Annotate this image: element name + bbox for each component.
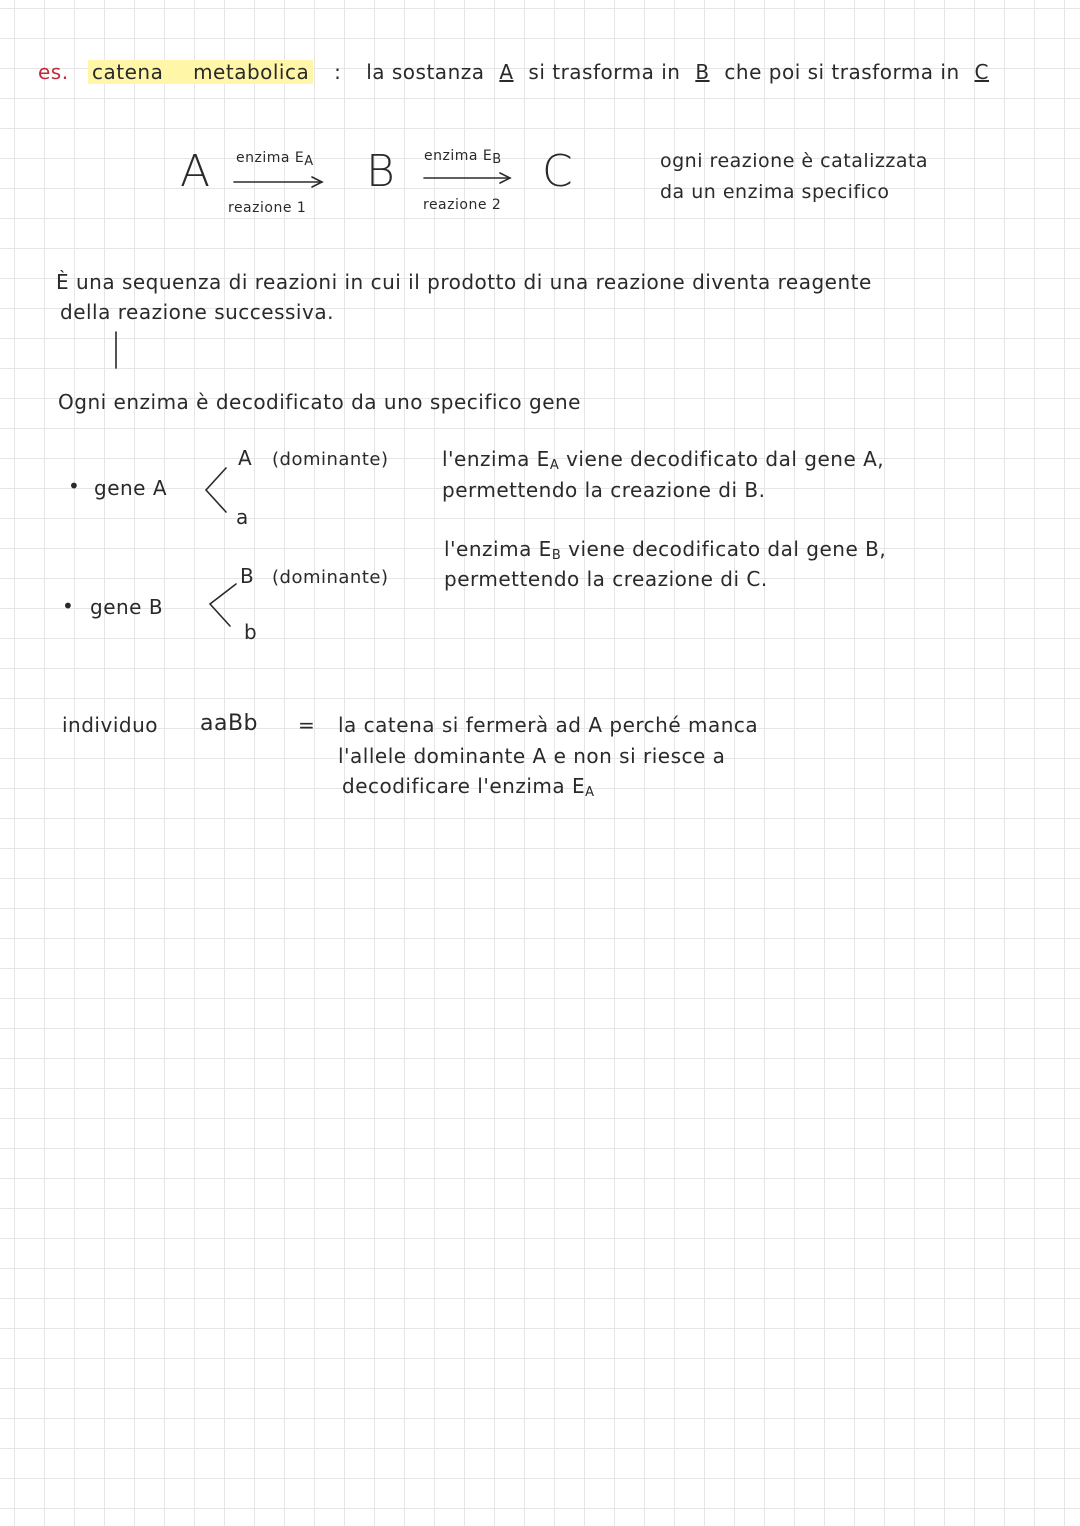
gene-b-dominant-allele: B <box>240 564 255 588</box>
example-line3-sub: A <box>585 785 595 800</box>
gene-a-desc-prefix: l'enzima E <box>442 447 550 471</box>
gene-b-desc-prefix: l'enzima E <box>444 537 552 561</box>
enzyme-1-prefix: enzima E <box>236 150 305 166</box>
definition-line2: della reazione successiva. <box>60 300 334 324</box>
definition-line1: È una sequenza di reazioni in cui il prodotto di una reazione diventa reagente <box>56 270 872 294</box>
gene-a-dominant-tag: (dominante) <box>272 449 389 470</box>
gene-a-bullet: • <box>68 474 81 498</box>
example-genotype: aaBb <box>200 711 259 736</box>
gene-a-bracket <box>206 468 226 512</box>
gene-a-dominant-allele: A <box>238 446 253 470</box>
enzyme-2-sub: B <box>492 152 502 167</box>
enzyme-1-sub: A <box>304 154 314 169</box>
gene-b-bracket <box>210 584 236 626</box>
gene-b-bullet: • <box>62 594 75 618</box>
example-label: individuo <box>62 713 158 737</box>
es-label: es. <box>38 60 69 84</box>
gene-a-recessive-allele: a <box>236 505 249 529</box>
reaction-2-arrow <box>424 173 510 183</box>
gene-b-dominant-tag: (dominante) <box>272 567 389 588</box>
example-line3-prefix: decodificare l'enzima E <box>342 774 586 798</box>
chain-note-line2: da un enzima specifico <box>660 181 890 203</box>
highlight-catena: catena <box>88 60 167 84</box>
example-line1: la catena si fermerà ad A perché manca <box>338 713 759 737</box>
reaction-2-label: reazione 2 <box>423 197 502 213</box>
header-letter-c: C <box>974 60 989 84</box>
header-part1: la sostanza <box>366 60 485 84</box>
gene-b-desc-suffix: viene decodificato dal gene B, <box>568 537 887 561</box>
gene-b-recessive-allele: b <box>244 620 258 644</box>
gene-a-desc-sub: A <box>549 458 560 473</box>
reaction-1-label: reazione 1 <box>228 200 307 216</box>
header-part3: che poi si trasforma in <box>724 60 960 84</box>
reaction-1-arrow <box>234 177 322 187</box>
example-equals: = <box>298 713 316 737</box>
header-letter-b: B <box>695 60 710 84</box>
enzyme-statement: Ogni enzima è decodificato da uno specifico gene <box>58 390 581 414</box>
header-part2: si trasforma in <box>528 60 681 84</box>
gene-b-desc-line2: permettendo la creazione di C. <box>444 567 768 591</box>
highlight-metabolica: metabolica <box>189 60 313 84</box>
example-line2: l'allele dominante A e non si riesce a <box>338 744 726 768</box>
chain-note-line1: ogni reazione è catalizzata <box>660 150 929 172</box>
enzyme-2-prefix: enzima E <box>424 148 493 164</box>
gene-a-desc-line2: permettendo la creazione di B. <box>442 478 766 502</box>
gene-a-label: gene A <box>94 476 168 500</box>
gene-b-desc-sub: B <box>551 548 562 563</box>
header-colon: : <box>334 60 342 84</box>
gene-a-desc-suffix: viene decodificato dal gene A, <box>566 447 885 471</box>
header-letter-a: A <box>499 60 514 84</box>
chain-node-a: A <box>180 146 211 197</box>
chain-node-c: C <box>542 146 574 197</box>
gene-b-label: gene B <box>90 595 164 619</box>
chain-node-b: B <box>366 146 396 197</box>
